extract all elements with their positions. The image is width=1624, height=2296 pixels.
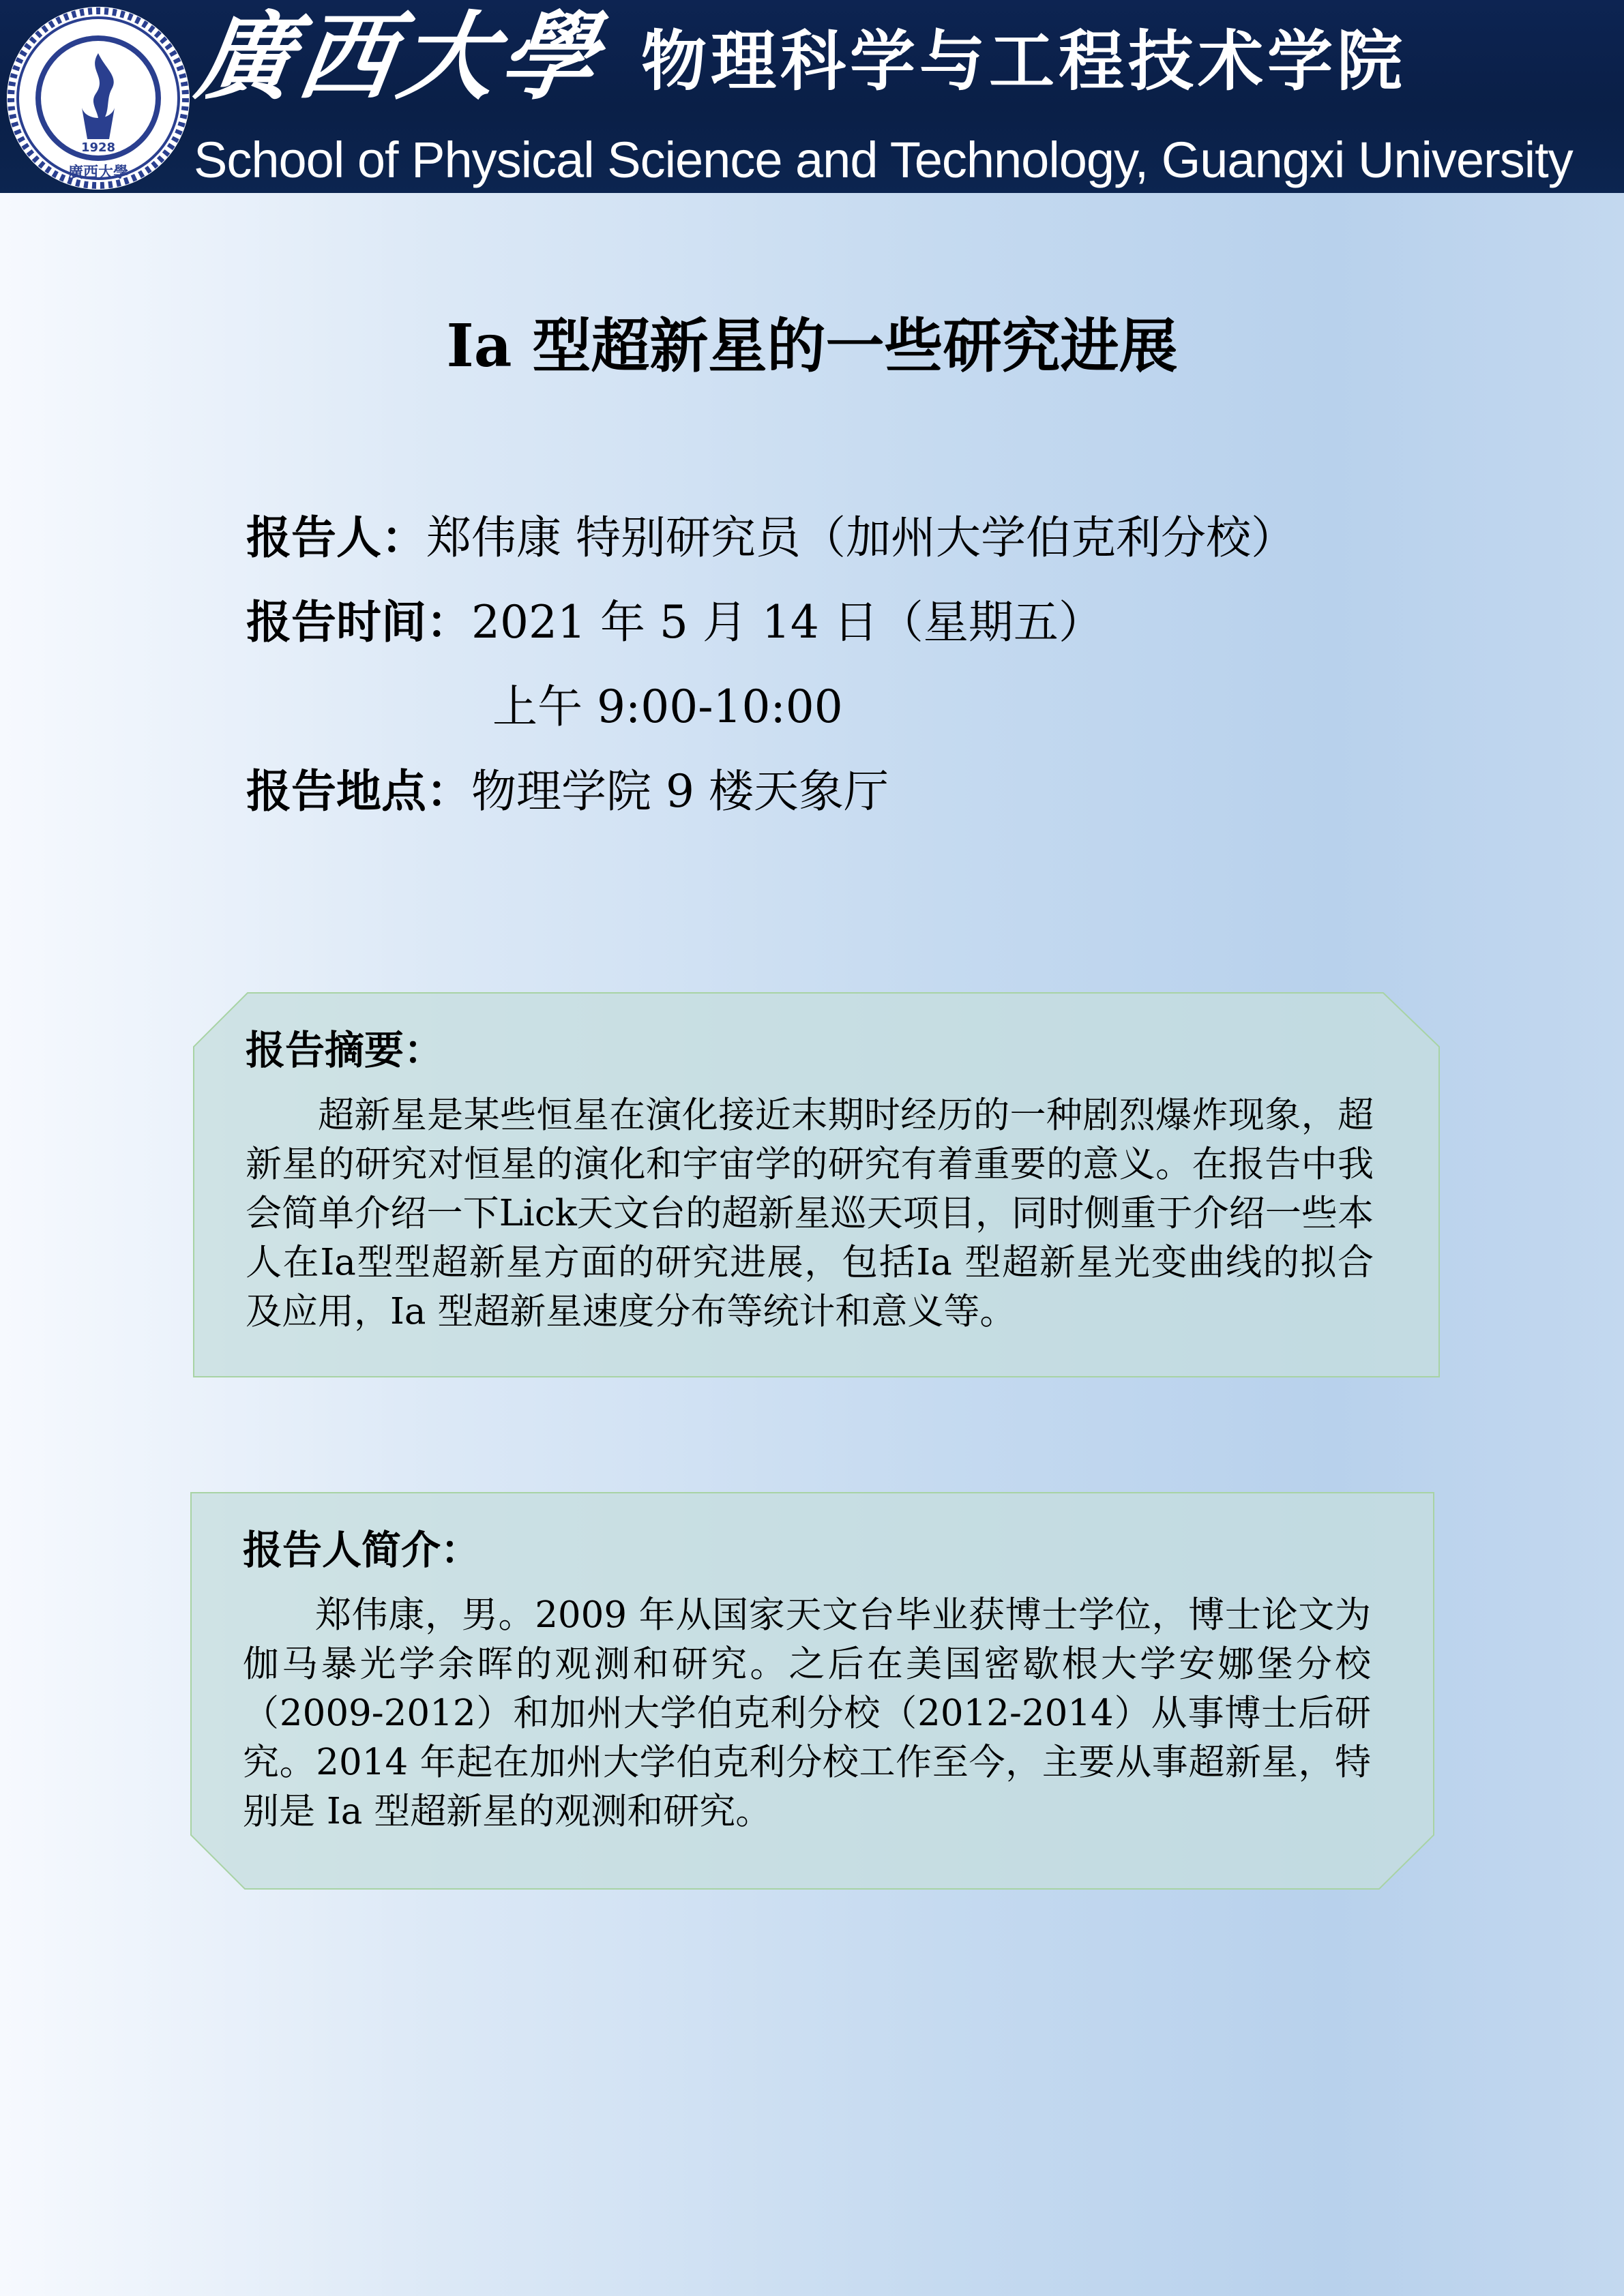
university-emblem-logo — [5, 5, 191, 191]
time-row — [246, 592, 1104, 653]
emblem-year: 1928 — [80, 140, 116, 155]
abstract-heading: 报告摘要： — [246, 1027, 444, 1073]
time-row-2 — [492, 676, 843, 738]
abstract-panel — [193, 992, 1440, 1377]
time-value-2: 上午 9:00-10:00 — [492, 681, 843, 733]
speaker-label: 报告人： — [246, 511, 426, 564]
talk-title: Ia 型超新星的一些研究进展 — [446, 312, 1178, 381]
time-value: 2021 年 5 月 14 日（星期五） — [471, 596, 1104, 648]
location-row — [246, 761, 889, 822]
header-banner — [0, 0, 1624, 193]
emblem-bottom-text: 廣西大學 — [68, 164, 129, 181]
school-name-en: School of Physical Science and Technology, Guangxi University — [194, 132, 1573, 188]
bio-heading: 报告人简介： — [243, 1527, 481, 1573]
time-label: 报告时间： — [246, 596, 471, 648]
bio-body: 郑伟康，男。2009 年从国家天文台毕业获博士学位，博士论文为伽马暴光学余晖的观测和研究。之后在美国密歇根大学安娜堡分校（2009-2012）和加州大学伯克利分校（2012-2014）从事博士后研究。2014 年起在加州大学伯克利分校工作至今，主要从事超新星，特别是 Ia 型超新星的观测和研究。 — [243, 1594, 1371, 1832]
bio-panel — [190, 1492, 1434, 1890]
abstract-body: 超新星是某些恒星在演化接近末期时经历的一种剧烈爆炸现象，超新星的研究对恒星的演化和宇宙学的研究有着重要的意义。在报告中我会简单介绍一下Lick天文台的超新星巡天项目，同时侧重于介绍一些本人在Ia型型超新星方面的研究进展，包括Ia 型超新星光变曲线的拟合及应用，Ia 型超新星速度分布等统计和意义等。 — [246, 1094, 1374, 1332]
university-name-calligraphy: 廣西大學 — [190, 1, 610, 113]
location-label: 报告地点： — [246, 765, 471, 818]
speaker-row — [246, 507, 1296, 569]
speaker-value: 郑伟康 特别研究员（加州大学伯克利分校） — [426, 511, 1296, 564]
school-name-cn: 物理科学与工程技术学院 — [641, 23, 1406, 100]
location-value: 物理学院 9 楼天象厅 — [471, 765, 889, 818]
